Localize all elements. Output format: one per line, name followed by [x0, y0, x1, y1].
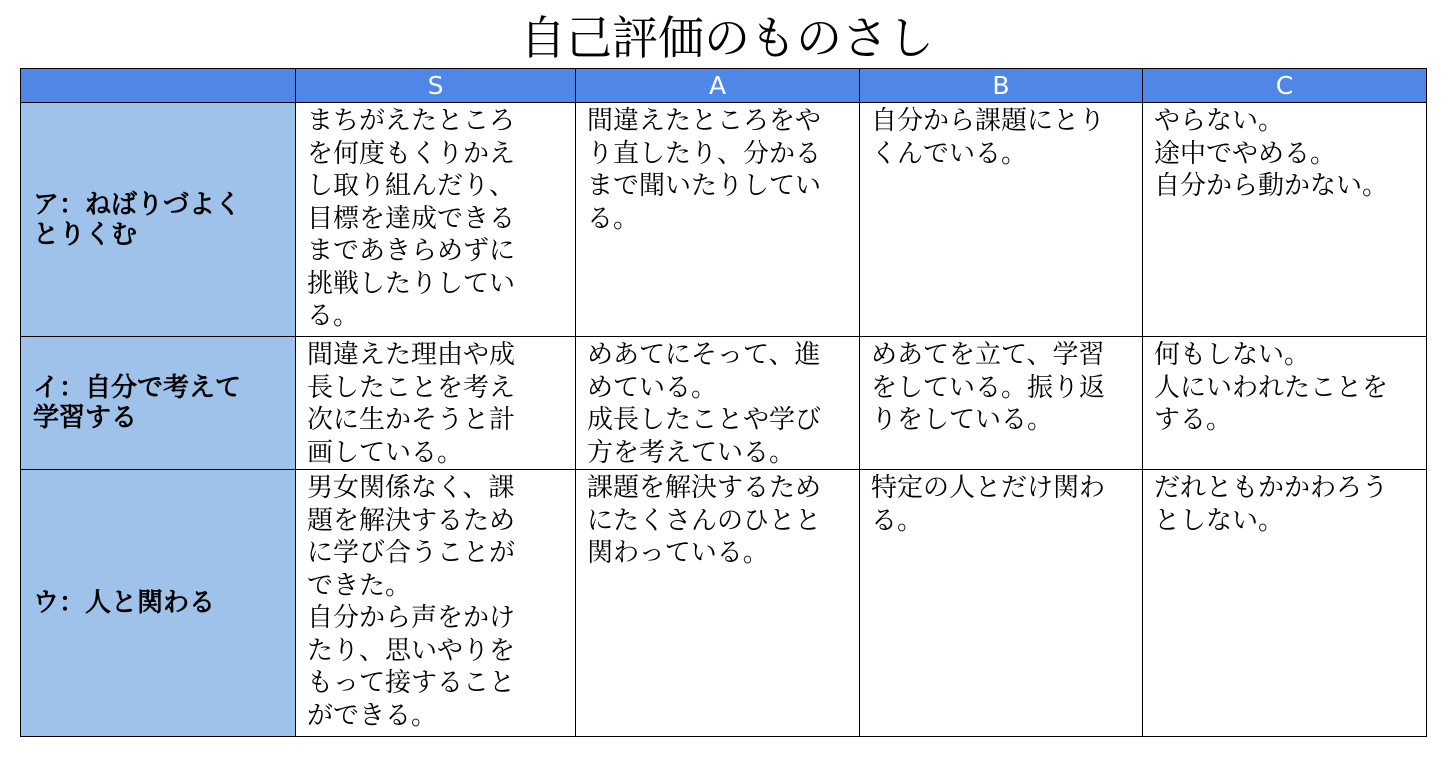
table-row	[21, 103, 1427, 337]
table-row	[21, 337, 1427, 470]
page-title: 自己評価のものさし	[520, 11, 934, 65]
column-header-b: B	[860, 69, 1143, 103]
column-header-c: C	[1143, 69, 1427, 103]
column-header-s: S	[296, 69, 576, 103]
table-cell: 自分から課題にとり くんでいる。	[860, 103, 1143, 337]
self-evaluation-table	[20, 68, 1427, 737]
table-cell: めあてにそって、進 めている。 成長したことや学び 方を考えている。	[576, 337, 860, 470]
table-cell: 特定の人とだけ関わ る。	[860, 470, 1143, 737]
table-header-row	[21, 69, 1427, 103]
row-header-relationships: ウ：人と関わる	[21, 470, 296, 737]
table-row	[21, 470, 1427, 737]
row-header-perseverance: ア：ねばりづよく とりくむ	[21, 103, 296, 337]
table-cell: 何もしない。 人にいわれたことを する。	[1143, 337, 1427, 470]
table-cell: やらない。 途中でやめる。 自分から動かない。	[1143, 103, 1427, 337]
table-cell: めあてを立て、学習 をしている。振り返 りをしている。	[860, 337, 1143, 470]
column-header-a: A	[576, 69, 860, 103]
column-header-corner	[21, 69, 296, 103]
table-cell: 課題を解決するため にたくさんのひとと 関わっている。	[576, 470, 860, 737]
row-header-self-study: イ：自分で考えて 学習する	[21, 337, 296, 470]
table-cell: まちがえたところ を何度もくりかえ し取り組んだり、 目標を達成できる まであきらめずに 挑戦したりしてい る。	[296, 103, 576, 337]
table-cell: 間違えたところをや り直したり、分かる まで聞いたりしてい る。	[576, 103, 860, 337]
table-cell: 間違えた理由や成 長したことを考え 次に生かそうと計 画している。	[296, 337, 576, 470]
table-cell: だれともかかわろう としない。	[1143, 470, 1427, 737]
table-cell: 男女関係なく、課 題を解決するため に学び合うことが できた。 自分から声をかけ たり、思いやりを もって接すること ができる。	[296, 470, 576, 737]
